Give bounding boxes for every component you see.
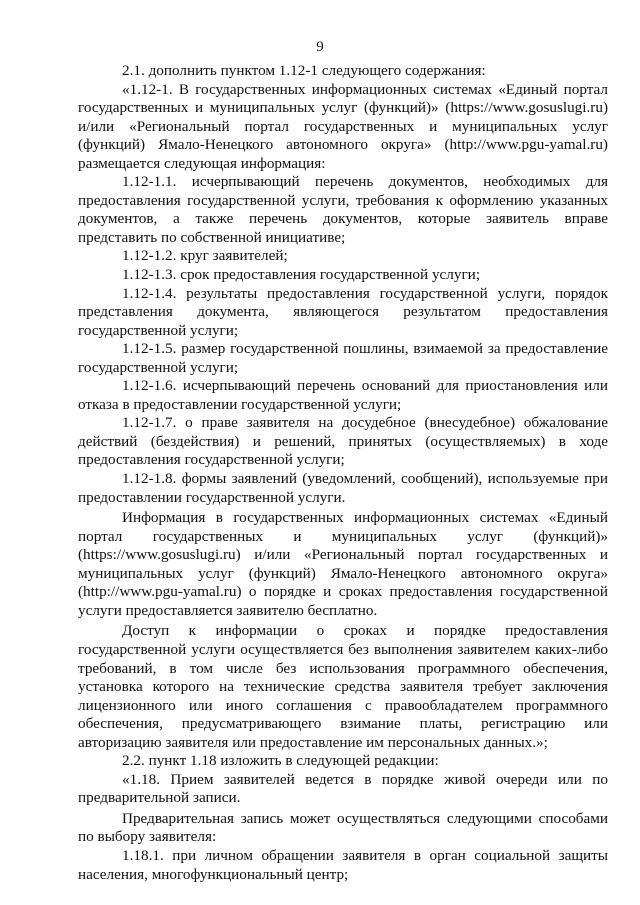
paragraph-1-12-1-5: 1.12-1.5. размер государственной пошлины, взимаемой за предоставление государственной услуги; (78, 340, 608, 376)
paragraph-1-12-1-3: 1.12-1.3. срок предоставления государственной услуги; (122, 266, 481, 284)
document-body (78, 62, 608, 884)
paragraph-preregistration: Предварительная запись может осуществляться следующими способами по выбору заявителя: (78, 809, 608, 846)
paragraph-1-12-1-6: 1.12-1.6. исчерпывающий перечень оснований для приостановления или отказа в предоставлении государственной услуги; (78, 377, 608, 413)
paragraph-1-18-1: 1.18.1. при личном обращении заявителя в орган социальной защиты населения, многофункциональный центр; (78, 846, 608, 883)
paragraph-1-12-1-1: 1.12-1.1. исчерпывающий перечень документов, необходимых для предоставления государственной услуги, требования к оформлению указанных документов, а также перечень документов, которые заявитель вправе представить по собственной инициативе; (78, 173, 608, 246)
paragraph-access: Доступ к информации о сроках и порядке предоставления государственной услуги осуществляется без выполнения заявителем каких-либо требований, в том числе без использования программного обеспечения, установка которого на технические средства заявителя требует заключения лицензионного или иного соглашения с правообладателем программного обеспечения, предусматривающего взимание платы, регистрацию или авторизацию заявителя или предоставление им персональных данных.»; (78, 622, 608, 751)
paragraph-2-2: 2.2. пункт 1.18 изложить в следующей редакции: (122, 752, 439, 770)
paragraph-1-12-1-8: 1.12-1.8. формы заявлений (уведомлений, сообщений), используемые при предоставлении государственной услуги. (78, 470, 608, 506)
page-number: 9 (316, 39, 324, 55)
paragraph-1-12-1-2: 1.12-1.2. круг заявителей; (122, 247, 288, 265)
paragraph-1-12-1-4: 1.12-1.4. результаты предоставления государственной услуги, порядок представления документа, являющегося результатом предоставления государственной услуги; (78, 284, 608, 339)
paragraph-2-1: 2.1. дополнить пунктом 1.12-1 следующего содержания: (122, 62, 486, 79)
paragraph-1-12-1: «1.12-1. В государственных информационных системах «Единый портал государственных и муниципальных услуг (функций)» (https://www.gosuslugi.ru) и/или «Региональный портал государственных и муниципальных услуг (функций) Ямало-Ненецкого автономного округа» (http://www.pgu-yamal.ru) размещается следующая информация: (78, 80, 608, 172)
paragraph-1-18: «1.18. Прием заявителей ведется в порядке живой очереди или по предварительной записи. (78, 770, 608, 807)
paragraph-info-free: Информация в государственных информационных системах «Единый портал государственных и муниципальных услуг (функций)» (https://www.gosuslugi.ru) и/или «Региональный портал государственных и муниципальных услуг (функций) Ямало-Ненецкого автономного округа» (http://www.pgu-yamal.ru) о порядке и сроках предоставления государственной услуги предоставляется заявителю бесплатно. (78, 509, 608, 619)
paragraph-1-12-1-7: 1.12-1.7. о праве заявителя на досудебное (внесудебное) обжалование действий (бездействия) и решений, принятых (осуществляемых) в ходе предоставления государственной услуги; (78, 414, 608, 469)
